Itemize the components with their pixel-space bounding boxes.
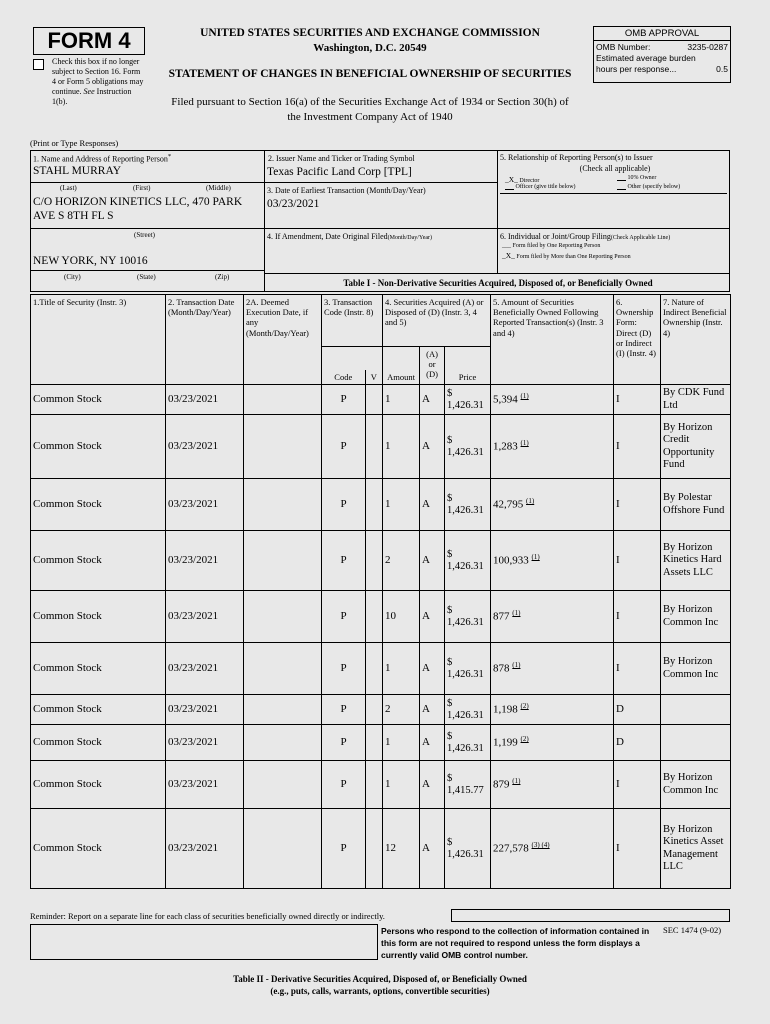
price-symbol: $ xyxy=(447,656,453,668)
deemed-date-cell xyxy=(244,725,322,761)
print-or-type: (Print or Type Responses) xyxy=(30,138,119,148)
security-title-cell: Common Stock xyxy=(31,591,166,643)
table-row xyxy=(31,725,731,761)
transaction-date-cell: 03/23/2021 xyxy=(166,385,244,415)
filed-pursuant-line-2: the Investment Company Act of 1940 xyxy=(287,111,453,123)
deemed-date-cell xyxy=(244,643,322,695)
footnote-link[interactable]: (1) xyxy=(512,661,521,670)
footnote-link[interactable]: (1) xyxy=(520,392,529,401)
director-row xyxy=(505,175,539,184)
ten-pct-owner-row xyxy=(617,175,656,181)
price-symbol: $ xyxy=(447,697,453,709)
owned-value: 1,198 xyxy=(493,703,518,716)
footnote-link[interactable]: (1) xyxy=(526,497,535,506)
earliest-transaction-date: 03/23/2021 xyxy=(267,198,320,210)
amendment-label: 4. If Amendment, Date Original Filed(Month/Day/Year) xyxy=(267,232,433,241)
transaction-date-cell: 03/23/2021 xyxy=(166,761,244,809)
price-cell xyxy=(445,591,491,643)
price-symbol: $ xyxy=(447,492,453,504)
table2-subtitle: (e.g., puts, calls, warrants, options, convertible securities) xyxy=(270,986,490,996)
owned-value: 100,933 xyxy=(493,554,529,567)
director-label: Director xyxy=(519,178,540,184)
transaction-date-cell: 03/23/2021 xyxy=(166,695,244,725)
owned-value: 879 xyxy=(493,778,510,791)
col-code-header: 3. Transaction Code (Instr. 8) xyxy=(322,295,383,347)
state-label: (State) xyxy=(137,273,156,281)
acquired-disposed-cell: A xyxy=(420,531,445,591)
price-symbol: $ xyxy=(447,434,453,446)
deemed-date-cell xyxy=(244,591,322,643)
nature-cell: By Horizon Common Inc xyxy=(661,643,731,695)
security-title-cell: Common Stock xyxy=(31,385,166,415)
more-person-row xyxy=(502,251,631,260)
acquired-disposed-cell: A xyxy=(420,761,445,809)
footnote-link[interactable]: (1) xyxy=(531,553,540,562)
owned-cell xyxy=(491,479,614,531)
ownership-form-cell: I xyxy=(614,531,661,591)
table1 xyxy=(30,294,731,889)
owned-cell xyxy=(491,591,614,643)
col-owned-header: 5. Amount of Securities Beneficially Owned Following Reported Transaction(s) (Instr. 3 and 4) xyxy=(491,295,614,385)
first-label: (First) xyxy=(133,184,151,192)
price-value: 1,426.31 xyxy=(447,668,484,680)
deemed-date-cell xyxy=(244,385,322,415)
other-row xyxy=(617,184,680,190)
price-cell xyxy=(445,643,491,695)
security-title-cell: Common Stock xyxy=(31,479,166,531)
reminder-text: Reminder: Report on a separate line for each class of securities beneficially owned directly or indirectly. xyxy=(30,911,385,921)
amount-cell: 1 xyxy=(383,385,420,415)
nature-cell: By Horizon Common Inc xyxy=(661,761,731,809)
persons-notice-left-box xyxy=(30,924,378,960)
transaction-date-cell: 03/23/2021 xyxy=(166,809,244,889)
issuer-name: Texas Pacific Land Corp [TPL] xyxy=(267,166,412,178)
price-symbol: $ xyxy=(447,387,453,399)
deemed-date-cell xyxy=(244,531,322,591)
form-title-box xyxy=(33,27,145,55)
table-row xyxy=(31,591,731,643)
code-subheader: Code xyxy=(322,370,366,384)
table-row xyxy=(31,415,731,479)
transaction-date-cell: 03/23/2021 xyxy=(166,531,244,591)
table1-title: Table I - Non-Derivative Securities Acquired, Disposed of, or Beneficially Owned xyxy=(343,278,653,288)
acquired-disposed-cell: A xyxy=(420,415,445,479)
director-mark: _X_ xyxy=(505,175,518,184)
officer-label: Officer (give title below) xyxy=(515,184,576,190)
security-title-cell: Common Stock xyxy=(31,531,166,591)
omb-title: OMB APPROVAL xyxy=(594,27,730,41)
amount-subheader: Amount xyxy=(383,347,420,385)
v-cell xyxy=(366,415,383,479)
amount-cell: 1 xyxy=(383,643,420,695)
footnote-link[interactable]: (2) xyxy=(520,702,529,711)
amount-cell: 1 xyxy=(383,415,420,479)
price-subheader: Price xyxy=(445,347,491,385)
transaction-code-cell: P xyxy=(322,643,366,695)
table2-title: Table II - Derivative Securities Acquired, Disposed of, or Beneficially Owned xyxy=(233,974,527,984)
security-title-cell: Common Stock xyxy=(31,809,166,889)
transaction-date-cell: 03/23/2021 xyxy=(166,591,244,643)
v-cell xyxy=(366,479,383,531)
table-row xyxy=(31,695,731,725)
one-person-label: Form filed by One Reporting Person xyxy=(512,243,601,249)
v-cell xyxy=(366,531,383,591)
address-line-1: C/O HORIZON KINETICS LLC, 470 PARK xyxy=(33,196,243,208)
transaction-code-cell: P xyxy=(322,385,366,415)
owned-value: 5,394 xyxy=(493,393,518,406)
omb-number-label: OMB Number: xyxy=(596,42,651,52)
price-symbol: $ xyxy=(447,604,453,616)
owned-value: 42,795 xyxy=(493,498,524,511)
price-symbol: $ xyxy=(447,730,453,742)
price-value: 1,426.31 xyxy=(447,560,484,572)
nature-cell: By Horizon Common Inc xyxy=(661,591,731,643)
relationship-label: 5. Relationship of Reporting Person(s) to Issuer xyxy=(500,153,653,162)
price-cell xyxy=(445,385,491,415)
other-label: Other (specify below) xyxy=(627,184,681,190)
col-date-header: 2. Transaction Date (Month/Day/Year) xyxy=(166,295,244,385)
form-title: FORM 4 xyxy=(47,28,131,53)
nature-cell: By Polestar Offshore Fund xyxy=(661,479,731,531)
nature-cell: By CDK Fund Ltd xyxy=(661,385,731,415)
reminder-field xyxy=(451,909,730,922)
deemed-date-cell xyxy=(244,415,322,479)
address-line-2: AVE S 8TH FL S xyxy=(33,210,114,222)
col-form-header: 6. Ownership Form: Direct (D) or Indirect (I) (Instr. 4) xyxy=(614,295,661,385)
price-value: 1,426.31 xyxy=(447,616,484,628)
ownership-form-cell: D xyxy=(614,695,661,725)
amount-cell: 1 xyxy=(383,479,420,531)
last-label: (Last) xyxy=(60,184,77,192)
table-row xyxy=(31,761,731,809)
price-value: 1,426.31 xyxy=(447,446,484,458)
transaction-code-cell: P xyxy=(322,695,366,725)
omb-approval-box xyxy=(593,26,731,83)
transaction-date-cell: 03/23/2021 xyxy=(166,479,244,531)
price-cell xyxy=(445,531,491,591)
nature-cell xyxy=(661,725,731,761)
amount-cell: 2 xyxy=(383,695,420,725)
statement-title: STATEMENT OF CHANGES IN BENEFICIAL OWNERSHIP OF SECURITIES xyxy=(168,68,572,80)
earliest-transaction-label: 3. Date of Earliest Transaction (Month/Day/Year) xyxy=(267,186,426,195)
transaction-date-cell: 03/23/2021 xyxy=(166,725,244,761)
omb-hours: 0.5 xyxy=(716,64,728,74)
ownership-form-cell: I xyxy=(614,591,661,643)
footnote-link[interactable]: (1) xyxy=(512,777,521,786)
transaction-code-cell: P xyxy=(322,761,366,809)
persons-notice: Persons who respond to the collection of information contained in this form are not required to respond unless the form displays a currently valid OMB control number. xyxy=(381,926,650,960)
table-row xyxy=(31,643,731,695)
agency-city: Washington, D.C. 20549 xyxy=(313,42,427,54)
security-title-cell: Common Stock xyxy=(31,415,166,479)
check-box-text: Check this box if no longer subject to Section 16. Form 4 or Form 5 obligations may continue. See Instruction 1(b). xyxy=(52,57,144,106)
transaction-code-cell: P xyxy=(322,479,366,531)
owned-cell xyxy=(491,809,614,889)
acquired-disposed-cell: A xyxy=(420,643,445,695)
owned-cell xyxy=(491,761,614,809)
one-person-row xyxy=(502,243,600,249)
ten-pct-owner-label: 10% Owner xyxy=(627,175,657,181)
col-nature-header: 7. Nature of Indirect Beneficial Ownership (Instr. 4) xyxy=(661,295,731,385)
footnote-link[interactable]: (1) xyxy=(520,439,529,448)
v-cell xyxy=(366,385,383,415)
v-cell xyxy=(366,695,383,725)
ownership-form-cell: I xyxy=(614,415,661,479)
owned-value: 878 xyxy=(493,662,510,675)
ownership-form-cell: I xyxy=(614,643,661,695)
price-value: 1,426.31 xyxy=(447,709,484,721)
v-cell xyxy=(366,643,383,695)
price-cell xyxy=(445,809,491,889)
security-title-cell: Common Stock xyxy=(31,761,166,809)
transaction-code-cell: P xyxy=(322,725,366,761)
owned-cell xyxy=(491,531,614,591)
table-row xyxy=(31,809,731,889)
owned-cell xyxy=(491,415,614,479)
omb-number: 3235-0287 xyxy=(687,42,728,52)
price-cell xyxy=(445,415,491,479)
transaction-date-cell: 03/23/2021 xyxy=(166,415,244,479)
nature-cell xyxy=(661,695,731,725)
table-row xyxy=(31,385,731,415)
price-symbol: $ xyxy=(447,548,453,560)
one-person-mark: ___ xyxy=(502,243,511,249)
acquired-disposed-cell: A xyxy=(420,695,445,725)
omb-hours-label: hours per response... xyxy=(596,64,677,74)
price-value: 1,426.31 xyxy=(447,742,484,754)
transaction-code-cell: P xyxy=(322,531,366,591)
col-title-header: 1.Title of Security (Instr. 3) xyxy=(31,295,166,385)
amount-cell: 2 xyxy=(383,531,420,591)
owned-value: 877 xyxy=(493,610,510,623)
price-cell xyxy=(445,695,491,725)
footnote-link[interactable]: (1) xyxy=(512,609,521,618)
nature-cell: By Horizon Kinetics Asset Management LLC xyxy=(661,809,731,889)
transaction-code-cell: P xyxy=(322,415,366,479)
no-longer-subject-checkbox[interactable] xyxy=(33,59,44,70)
price-symbol: $ xyxy=(447,836,453,848)
owned-value: 1,199 xyxy=(493,736,518,749)
security-title-cell: Common Stock xyxy=(31,695,166,725)
price-value: 1,426.31 xyxy=(447,504,484,516)
transaction-date-cell: 03/23/2021 xyxy=(166,643,244,695)
acquired-disposed-cell: A xyxy=(420,725,445,761)
price-cell xyxy=(445,725,491,761)
col-acquired-header: 4. Securities Acquired (A) or Disposed of (D) (Instr. 3, 4 and 5) xyxy=(383,295,491,347)
middle-label: (Middle) xyxy=(206,184,231,192)
filing-label: 6. Individual or Joint/Group Filing(Check Applicable Line) xyxy=(500,232,671,241)
aord-subheader: (A) or (D) xyxy=(420,347,445,385)
amount-cell: 10 xyxy=(383,591,420,643)
v-cell xyxy=(366,725,383,761)
ownership-form-cell: I xyxy=(614,809,661,889)
transaction-code-cell: P xyxy=(322,809,366,889)
amount-cell: 1 xyxy=(383,761,420,809)
footnote-link[interactable]: (3) (4) xyxy=(531,841,550,850)
relationship-sub: (Check all applicable) xyxy=(579,164,651,173)
security-title-cell: Common Stock xyxy=(31,725,166,761)
owned-cell xyxy=(491,385,614,415)
more-person-label: Form filed by More than One Reporting Person xyxy=(516,254,631,260)
ownership-form-cell: I xyxy=(614,761,661,809)
street-label: (Street) xyxy=(134,231,155,239)
owned-cell xyxy=(491,643,614,695)
agency-name: UNITED STATES SECURITIES AND EXCHANGE COMMISSION xyxy=(200,27,540,39)
officer-row xyxy=(505,184,576,190)
acquired-disposed-cell: A xyxy=(420,479,445,531)
ownership-form-cell: D xyxy=(614,725,661,761)
table-row xyxy=(31,531,731,591)
zip-label: (Zip) xyxy=(215,273,230,281)
transaction-code-cell: P xyxy=(322,591,366,643)
col-deemed-header: 2A. Deemed Execution Date, if any (Month/Day/Year) xyxy=(244,295,322,385)
deemed-date-cell xyxy=(244,761,322,809)
security-title-cell: Common Stock xyxy=(31,643,166,695)
issuer-label: 2. Issuer Name and Ticker or Trading Symbol xyxy=(268,154,415,163)
v-subheader: V xyxy=(370,371,377,382)
deemed-date-cell xyxy=(244,695,322,725)
owned-value: 227,578 xyxy=(493,842,529,855)
v-cell xyxy=(366,591,383,643)
reporting-person-name: STAHL MURRAY xyxy=(33,165,122,177)
price-symbol: $ xyxy=(447,772,453,784)
acquired-disposed-cell: A xyxy=(420,809,445,889)
omb-burden-label: Estimated average burden xyxy=(596,53,696,63)
price-value: 1,415.77 xyxy=(447,784,484,796)
city-label: (City) xyxy=(64,273,81,281)
ownership-form-cell: I xyxy=(614,479,661,531)
reporting-person-label: 1. Name and Address of Reporting Person* xyxy=(33,153,172,164)
acquired-disposed-cell: A xyxy=(420,591,445,643)
amount-cell: 12 xyxy=(383,809,420,889)
footnote-link[interactable]: (2) xyxy=(520,735,529,744)
filed-pursuant-line-1: Filed pursuant to Section 16(a) of the Securities Exchange Act of 1934 or Section 30(h) of xyxy=(171,96,569,108)
nature-cell: By Horizon Kinetics Hard Assets LLC xyxy=(661,531,731,591)
price-cell xyxy=(445,479,491,531)
city-state-zip: NEW YORK, NY 10016 xyxy=(33,255,148,267)
v-cell xyxy=(366,809,383,889)
acquired-disposed-cell: A xyxy=(420,385,445,415)
v-cell xyxy=(366,761,383,809)
sec-code: SEC 1474 (9-02) xyxy=(663,925,722,935)
price-value: 1,426.31 xyxy=(447,848,484,860)
more-person-mark: _X_ xyxy=(502,251,515,260)
ownership-form-cell: I xyxy=(614,385,661,415)
table-row xyxy=(31,479,731,531)
price-cell xyxy=(445,761,491,809)
owned-cell xyxy=(491,695,614,725)
price-value: 1,426.31 xyxy=(447,399,484,411)
amount-cell: 1 xyxy=(383,725,420,761)
owned-value: 1,283 xyxy=(493,440,518,453)
deemed-date-cell xyxy=(244,479,322,531)
nature-cell: By Horizon Credit Opportunity Fund xyxy=(661,415,731,479)
deemed-date-cell xyxy=(244,809,322,889)
owned-cell xyxy=(491,725,614,761)
